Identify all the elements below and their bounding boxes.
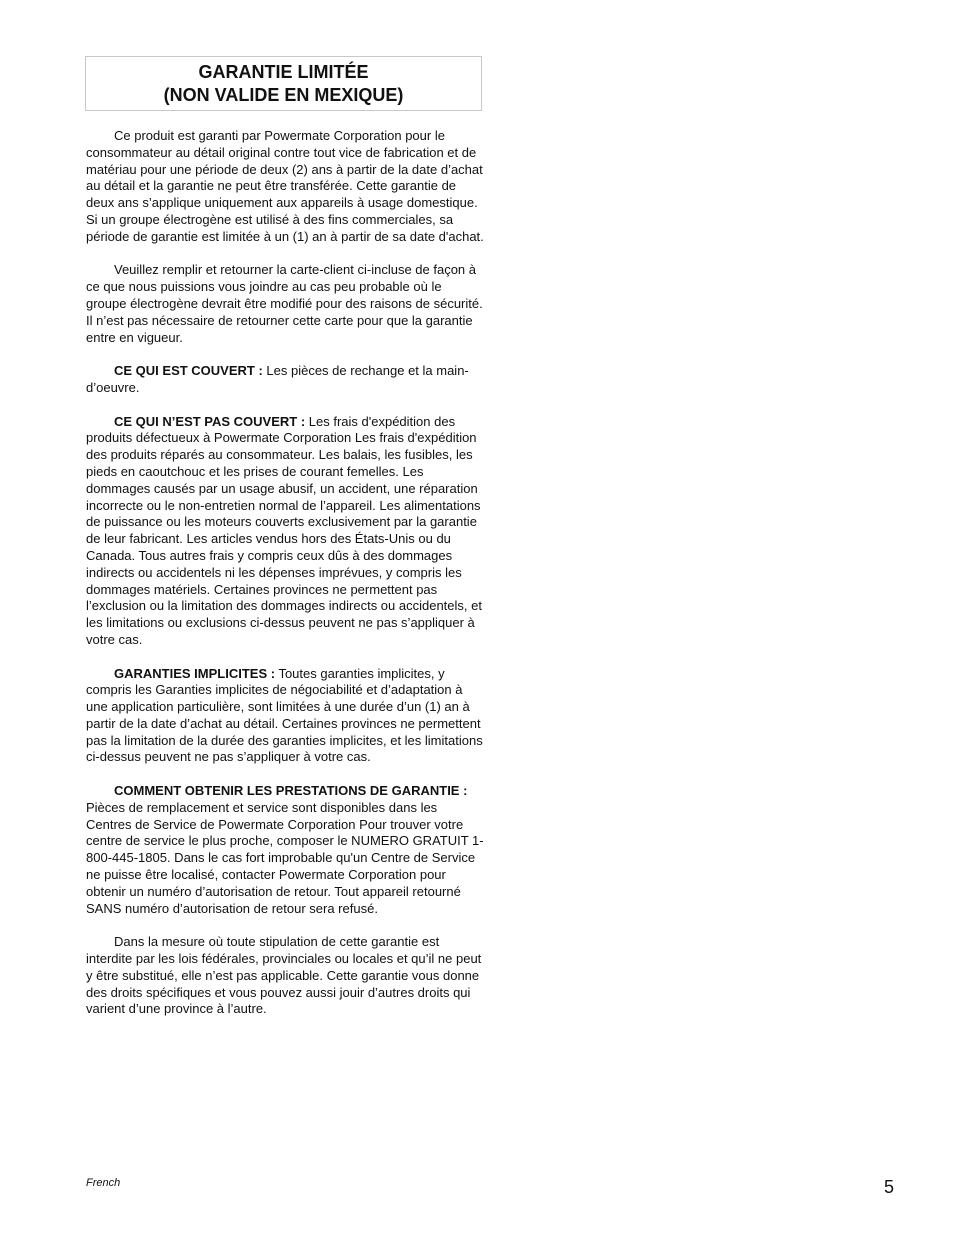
page-number: 5	[884, 1177, 895, 1197]
paragraph-what-is-covered	[86, 363, 484, 397]
section-text-implied: Toutes garanties implicites, y compris les Garanties implicites de négociabilité et d’adaptation à une application particulière, sont limitées à une durée d’un (1) an à partir de la date d’achat au détail. Certaines provinces ne permettent pas la limitation de la durée des garanties implicites, et les limitations ci-dessus peuvent ne pas s’appliquer à votre cas.	[86, 665, 483, 765]
warranty-body	[86, 128, 484, 1035]
paragraph-not-covered	[86, 414, 484, 649]
paragraph-implied-warranties	[86, 666, 484, 767]
section-heading-covered: CE QUI EST COUVERT :	[114, 363, 263, 379]
section-text-covered: Les pièces de rechange et la main-d’oeuvre.	[86, 363, 469, 395]
section-heading-implied: GARANTIES IMPLICITES :	[114, 665, 276, 681]
warranty-title-box	[85, 56, 482, 111]
section-heading-not-covered: CE QUI N’EST PAS COUVERT :	[114, 413, 306, 429]
section-text-not-covered: Les frais d'expédition des produits défectueux à Powermate Corporation Les frais d'expédition des produits réparés au consommateur. Les balais, les fusibles, les pieds en caoutchouc et les prises de courant femelles. Les dommages causés par un usage abusif, un accident, une réparation incorrecte ou le non-entretien normal de l’appareil. Les alimentations de puissance ou les moteurs couverts exclusivement par la garantie de leur fabricant. Les articles vendus hors des États-Unis ou du Canada. Tous autres frais y compris ceux dûs à des dommages indirects ou accidentels ni les dépenses imprévues, y compris les dommages matériels. Certaines provinces ne permettent pas l’exclusion ou la limitation des dommages indirects ou accidentels, et les limitations ou exclusions ci-dessus peuvent ne pas s’appliquer à votre cas.	[86, 413, 482, 647]
footer-language-label: French	[86, 1177, 121, 1189]
section-heading-service: COMMENT OBTENIR LES PRESTATIONS DE GARANTIE :	[114, 783, 468, 799]
paragraph-legal-rights: Dans la mesure où toute stipulation de cette garantie est interdite par les lois fédérales, provinciales ou locales et qu’il ne peut y être substitué, elle n’est pas applicable. Cette garantie vous donne des droits spécifiques et vous pouvez aussi jouir d’autres droits qui varient d’une province à l’autre.	[86, 934, 482, 1017]
section-text-service: Pièces de remplacement et service sont disponibles dans les Centres de Service de Powermate Corporation Pour trouver votre centre de service le plus proche, composer le NUMERO GRATUIT 1-800-445-1805. Dans le cas fort improbable qu'un Centre de Service ne puisse être localisé, contacter Powermate Corporation pour obtenir un numéro d’autorisation de retour. Tout appareil retourné SANS numéro d’autorisation de retour sera refusé.	[86, 799, 484, 916]
paragraph-registration-card: Veuillez remplir et retourner la carte-client ci-incluse de façon à ce que nous puissions vous joindre au cas peu probable où le groupe électrogène devrait être modifié pour des raisons de sécurité. Il n’est pas nécessaire de retourner cette carte pour que la garantie entre en vigueur.	[86, 262, 483, 345]
paragraph-coverage-period: Ce produit est garanti par Powermate Corporation pour le consommateur au détail original contre tout vice de fabrication et de matériau pour une période de deux (2) ans à partir de la date d’achat au détail et la garantie ne peut être transférée. Cette garantie de deux ans s’applique uniquement aux appareils à usage domestique. Si un groupe électrogène est utilisé à des fins commerciales, sa période de garantie est limitée à un (1) an à partir de sa date d'achat.	[86, 128, 484, 244]
warranty-subtitle: (NON VALIDE EN MEXIQUE)	[163, 84, 404, 105]
paragraph-obtaining-service	[86, 783, 484, 917]
warranty-title: GARANTIE LIMITÉE	[198, 61, 369, 82]
